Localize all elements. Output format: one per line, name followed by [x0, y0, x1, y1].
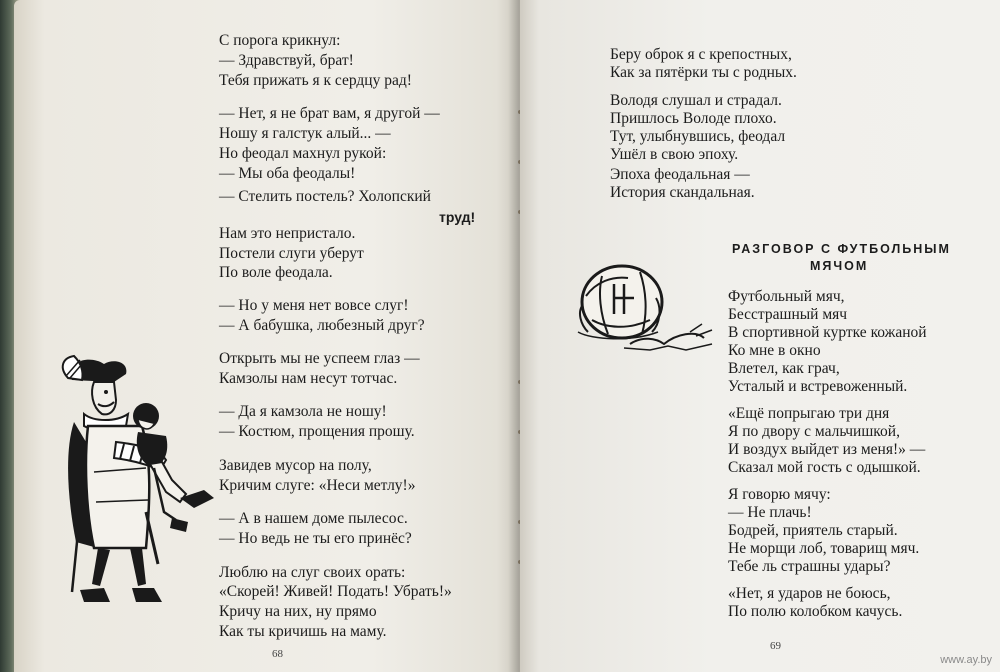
text-line: Как ты кричишь на маму. [219, 623, 387, 640]
text-line: Кричим слуге: «Неси метлу!» [219, 477, 416, 494]
text-line: Я говорю мячу: [728, 486, 831, 503]
text-line: Усталый и встревоженный. [728, 378, 908, 395]
text-line: «Скорей! Живей! Подать! Убрать!» [219, 583, 452, 600]
text-line: История скандальная. [610, 184, 755, 201]
text-line: — Костюм, прощения прошу. [219, 423, 415, 440]
left-page [14, 0, 522, 672]
text-line: — Стелить постель? Холопский [219, 188, 431, 205]
text-line: Влетел, как грач, [728, 360, 840, 377]
text-line: Бодрей, приятель старый. [728, 522, 898, 539]
text-line: По воле феодала. [219, 264, 333, 281]
page-number-right: 69 [770, 640, 781, 652]
text-line: Кричу на них, ну прямо [219, 603, 377, 620]
text-line: Эпоха феодальная — [610, 166, 750, 183]
text-line: «Ещё попрыгаю три дня [728, 405, 890, 422]
text-line: — А в нашем доме пылесос. [219, 510, 408, 527]
text-line: Володя слушал и страдал. [610, 92, 782, 109]
text-line: Ко мне в окно [728, 342, 821, 359]
text-line: И воздух выйдет из меня!» — [728, 441, 926, 458]
text-line: Камзолы нам несут тотчас. [219, 370, 398, 387]
text-line: Ушёл в свою эпоху. [610, 146, 739, 163]
poem-title-line2: МЯЧОМ [810, 259, 869, 273]
text-line: Пришлось Володе плохо. [610, 110, 777, 127]
text-line: Тебя прижать я к сердцу рад! [219, 72, 412, 89]
feudal-lord-illustration [54, 352, 224, 617]
text-line: Как за пятёрки ты с родных. [610, 64, 797, 81]
watermark: www.ay.by [940, 654, 992, 666]
right-page [520, 0, 1000, 672]
page-number-left: 68 [272, 648, 283, 660]
text-line: Бесстрашный мяч [728, 306, 848, 323]
text-line: Ношу я галстук алый... — [219, 125, 391, 142]
text-line: — Но ведь не ты его принёс? [219, 530, 412, 547]
text-line: Завидев мусор на полу, [219, 457, 372, 474]
text-line: — Здравствуй, брат! [219, 52, 354, 69]
text-line: «Нет, я ударов не боюсь, [728, 585, 891, 602]
text-line: Тебе ль страшны удары? [728, 558, 891, 575]
text-line: — Нет, я не брат вам, я другой — [219, 105, 440, 122]
text-line: По полю колобком качусь. [728, 603, 903, 620]
text-line: — Мы оба феодалы! [219, 165, 356, 182]
text-line: Тут, улыбнувшись, феодал [610, 128, 786, 145]
text-line: — Не плачь! [728, 504, 812, 521]
text-line: Но феодал махнул рукой: [219, 145, 387, 162]
football-illustration [572, 262, 722, 362]
text-line: Люблю на слуг своих орать: [219, 564, 406, 581]
text-line: — А бабушка, любезный друг? [219, 317, 425, 334]
text-line: Футбольный мяч, [728, 288, 845, 305]
text-line: В спортивной куртке кожаной [728, 324, 927, 341]
text-line: Нам это непристало. [219, 225, 356, 242]
text-line: — Но у меня нет вовсе слуг! [219, 297, 409, 314]
text-line: Сказал мой гость с одышкой. [728, 459, 921, 476]
text-line: Постели слуги уберут [219, 245, 364, 262]
text-line: С порога крикнул: [219, 32, 341, 49]
text-line: Беру оброк я с крепостных, [610, 46, 792, 63]
text-line: Открыть мы не успеем глаз — [219, 350, 420, 367]
text-line: — Да я камзола не ношу! [219, 403, 387, 420]
text-line-continuation: труд! [439, 209, 476, 225]
poem-title-line1: РАЗГОВОР С ФУТБОЛЬНЫМ [732, 242, 951, 256]
text-line: Я по двору с мальчишкой, [728, 423, 900, 440]
text-line: Не морщи лоб, товарищ мяч. [728, 540, 920, 557]
